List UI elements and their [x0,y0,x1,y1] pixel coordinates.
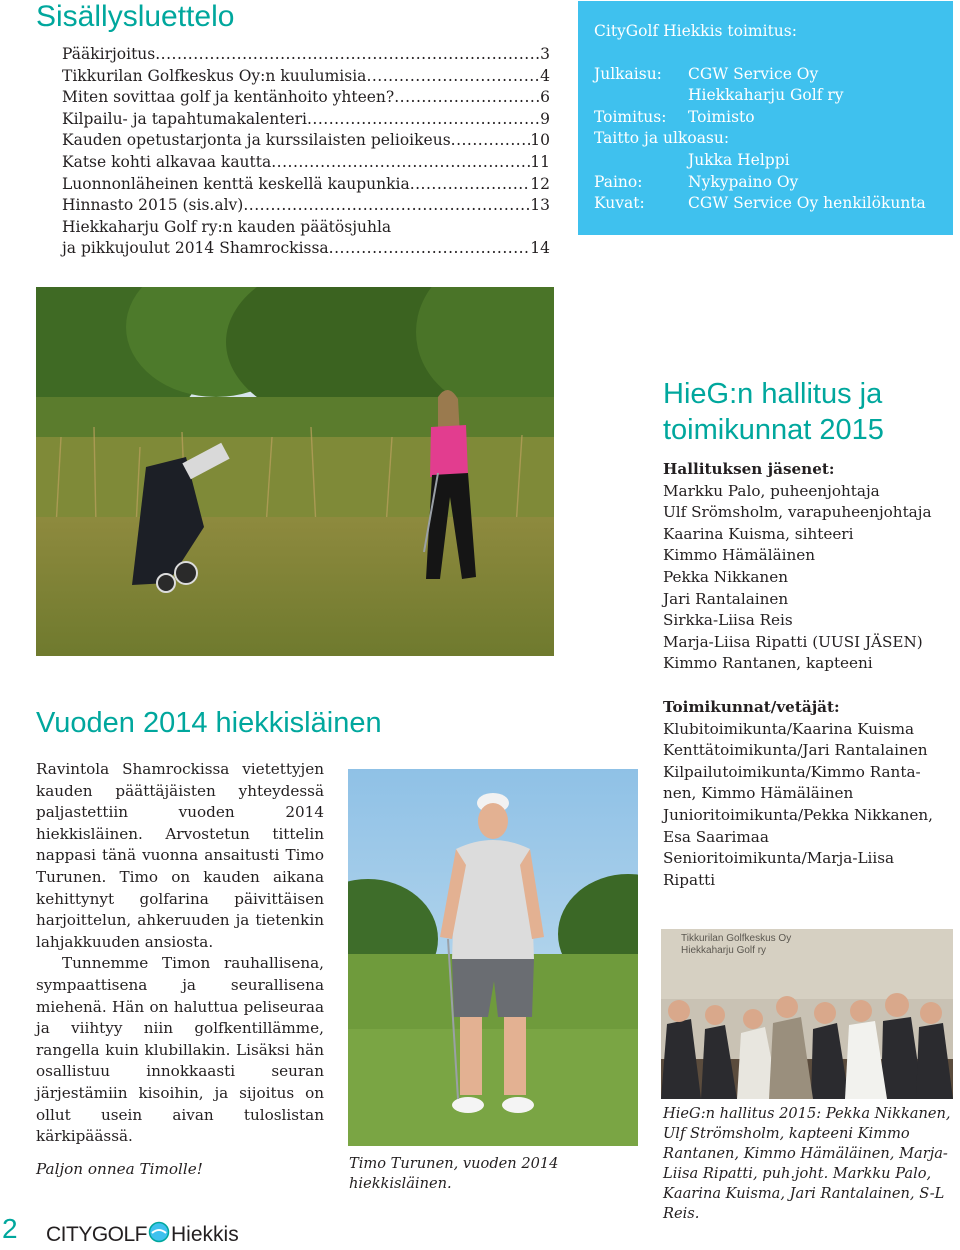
article-paragraph: Tunnemme Timon rauhallisena, sympaattisena ja seurallisena miehenä. Hän on haluttua peliseuraa ja viihtyy niin golfkentillämme, rangella kuin klubillakin. Lisäksi hän osallistuu innokkaasti seuran järjestämiin kisoihin, ja sijoitus on ollut usein aivan tuloslistan kärkipäässä. [36,954,324,1146]
list-item: Kenttätoimikunta/Jari Rantalainen [663,741,928,760]
list-item: nen, Kimmo Hämäläinen [663,784,854,803]
toc-item[interactable]: Katse kohti alkavaa kautta ..... 11 [62,152,550,174]
board-photo-caption: HieG:n hallitus 2015: Pekka Nikkanen, Ulf Strömsholm, kapteeni Kimmo Rantanen, Kimmo Hämäläinen, Marja-Liisa Ripatti, puh.joht. Markku Palo, Kaarina Kuisma, Jari Rantalainen, S-L Reis. [663,1105,951,1222]
list-item: Klubitoimikunta/Kaarina Kuisma [663,719,915,738]
toc-item[interactable]: Hiekkaharju Golf ry:n kauden päätösjuhla [62,217,392,236]
toc-item[interactable]: Kilpailu- ja tapahtumakalenteri ..... 9 [62,109,550,131]
info-row: Hiekkaharju Golf ry [688,86,844,105]
table-of-contents [62,44,550,260]
info-row: Jukka Helppi [688,150,790,169]
toc-item[interactable]: Pääkirjoitus ..... 3 [62,44,550,66]
logo-citygolf-text: CITYGOLF [46,1223,148,1246]
info-row: Toimitus: Toimisto [594,107,755,126]
page-number: 2 [2,1213,18,1244]
list-item: Ripatti [663,870,716,889]
list-item: Ulf Srömsholm, varapuheenjohtaja [663,503,932,522]
toc-item[interactable]: Hinnasto 2015 (sis.alv) ..... 13 [62,195,550,217]
photo-sign: Tikkurilan Golfkeskus Oy Hiekkaharju Golf ry [681,933,792,956]
list-item: Kimmo Rantanen, kapteeni [663,654,873,673]
article-paragraph: Ravintola Shamrockissa vietettyjen kauden päättäjäisten yhteydessä paljastettiin vuoden 2014 hiekkisläinen. Arvostetun tittelin nappasi tänä vuonna ansaitusti Timo Turunen. Timo on kauden aikana kehittynyt golfarina päivittäisen harjoittelun, ahkeruuden ja tietenkin lahjakkuuden ansiosta. [36,760,324,951]
timo-photo [348,769,638,1146]
list-item: Kilpailutoimikunta/Kimmo Ranta- [663,762,921,781]
info-row: Julkaisu: CGW Service Oy [594,64,819,83]
info-row: Paino: Nykypaino Oy [594,172,799,191]
committees-title: Toimikunnat/vetäjät: [663,698,840,716]
list-item: Marja-Liisa Ripatti (UUSI JÄSEN) [663,632,923,651]
info-row: Kuvat: CGW Service Oy henkilökunta [594,194,926,213]
toc-item[interactable]: ja pikkujoulut 2014 Shamrockissa ..... 14 [62,238,550,260]
citygolf-logo [46,1221,239,1249]
toc-item[interactable]: Kauden opetustarjonta ja kurssilaisten pelioikeus ..... 10 [62,130,550,152]
logo-hiekkis-text: Hiekkis [171,1223,239,1246]
committees [663,697,953,891]
board-members [663,459,953,675]
page-title: Sisällysluettelo [36,0,235,33]
list-item: Junioritoimikunta/Pekka Nikkanen, [663,805,933,824]
list-item: Sirkka-Liisa Reis [663,611,793,630]
list-item: Pekka Nikkanen [663,567,788,586]
toc-item[interactable]: Luonnonläheinen kenttä keskellä kaupunkia ..... 12 [62,174,550,196]
board-group-photo [661,929,953,1099]
editorial-info-box [578,1,953,235]
list-item: Esa Saarimaa [663,827,769,846]
info-box-title: CityGolf Hiekkis toimitus: [594,22,797,40]
board-members-title: Hallituksen jäsenet: [663,460,835,478]
article-body [36,759,324,1180]
list-item: Jari Rantalainen [663,589,789,608]
golf-ball-icon [148,1221,170,1249]
list-item: Kaarina Kuisma, sihteeri [663,524,854,543]
golfer-photo [36,287,554,656]
article-signoff: Paljon onnea Timolle! [36,1159,203,1178]
article-heading: Vuoden 2014 hiekkisläinen [36,707,382,739]
toc-item[interactable]: Miten sovittaa golf ja kentänhoito yhteen? ..... 6 [62,87,550,109]
list-item: Markku Palo, puheenjohtaja [663,481,880,500]
timo-photo-caption: Timo Turunen, vuoden 2014 hiekkisläinen. [349,1155,559,1192]
board-heading: HieG:n hallitus ja toimikunnat 2015 [663,378,884,446]
toc-item[interactable]: Tikkurilan Golfkeskus Oy:n kuulumisia ..... 4 [62,66,550,88]
info-row: Taitto ja ulkoasu: [594,129,730,148]
list-item: Senioritoimikunta/Marja-Liisa [663,849,895,868]
list-item: Kimmo Hämäläinen [663,546,816,565]
